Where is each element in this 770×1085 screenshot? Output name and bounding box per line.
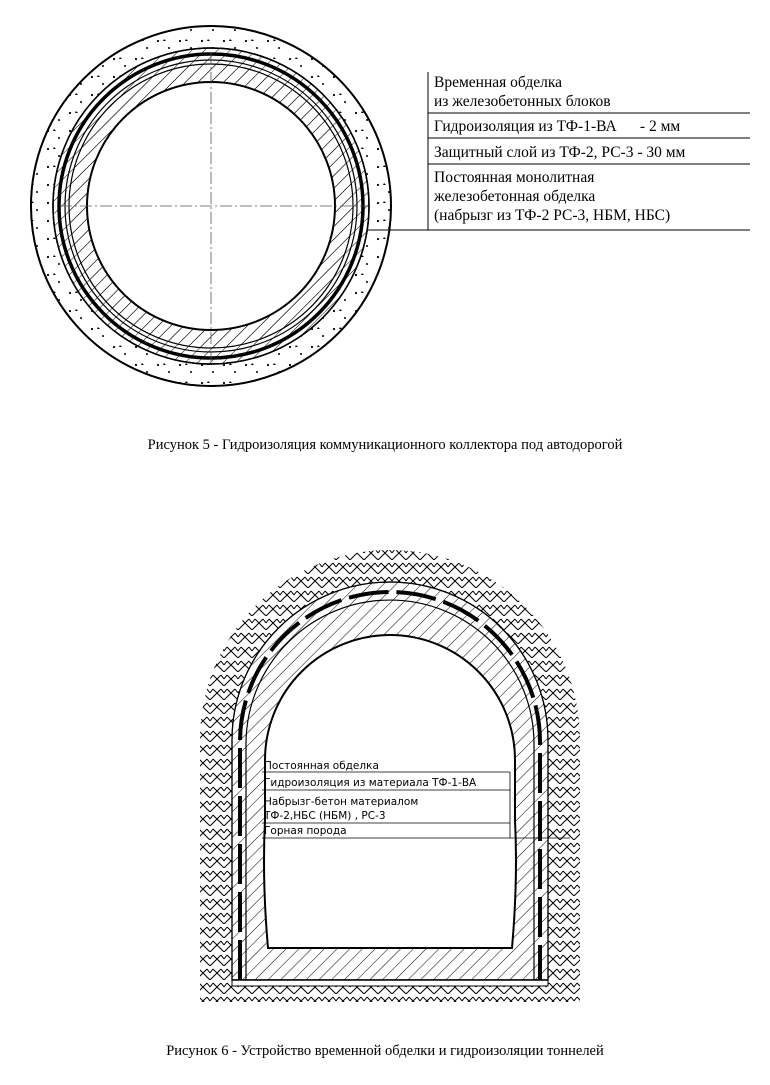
fig5-legend-1b: из железобетонных блоков <box>434 93 611 110</box>
figure6-caption: Рисунок 6 - Устройство временной обделки и гидроизоляции тоннелей <box>166 1043 604 1059</box>
fig5-legend-1a: Временная обделка <box>434 74 563 91</box>
fig5-legend-4a: Постоянная монолитная <box>434 169 595 186</box>
tunnel-cross-section <box>200 550 580 1002</box>
fig5-legend-2: Гидроизоляция из ТФ-1-ВА - 2 мм <box>434 118 681 135</box>
fig5-legend-3: Защитный слой из ТФ-2, РС-3 - 30 мм <box>434 144 686 161</box>
fig5-legend-4b: железобетонная обделка <box>434 188 596 205</box>
collector-cross-section <box>31 26 428 386</box>
fig6-legend-3a: Набрызг-бетон материалом <box>264 796 419 808</box>
fig6-legend-1: Постоянная обделка <box>264 760 379 772</box>
fig6-legend-3b: ТФ-2,НБС (НБМ) , РС-3 <box>264 810 386 822</box>
figure5-caption: Рисунок 5 - Гидроизоляция коммуникационного коллектора под автодорогой <box>147 437 623 453</box>
fig5-legend-4c: (набрызг из ТФ-2 РС-3, НБМ, НБС) <box>434 207 671 224</box>
fig6-legend-2: Гидроизоляция из материала ТФ-1-ВА <box>264 777 477 789</box>
fig6-legend-4: Горная порода <box>264 825 347 837</box>
